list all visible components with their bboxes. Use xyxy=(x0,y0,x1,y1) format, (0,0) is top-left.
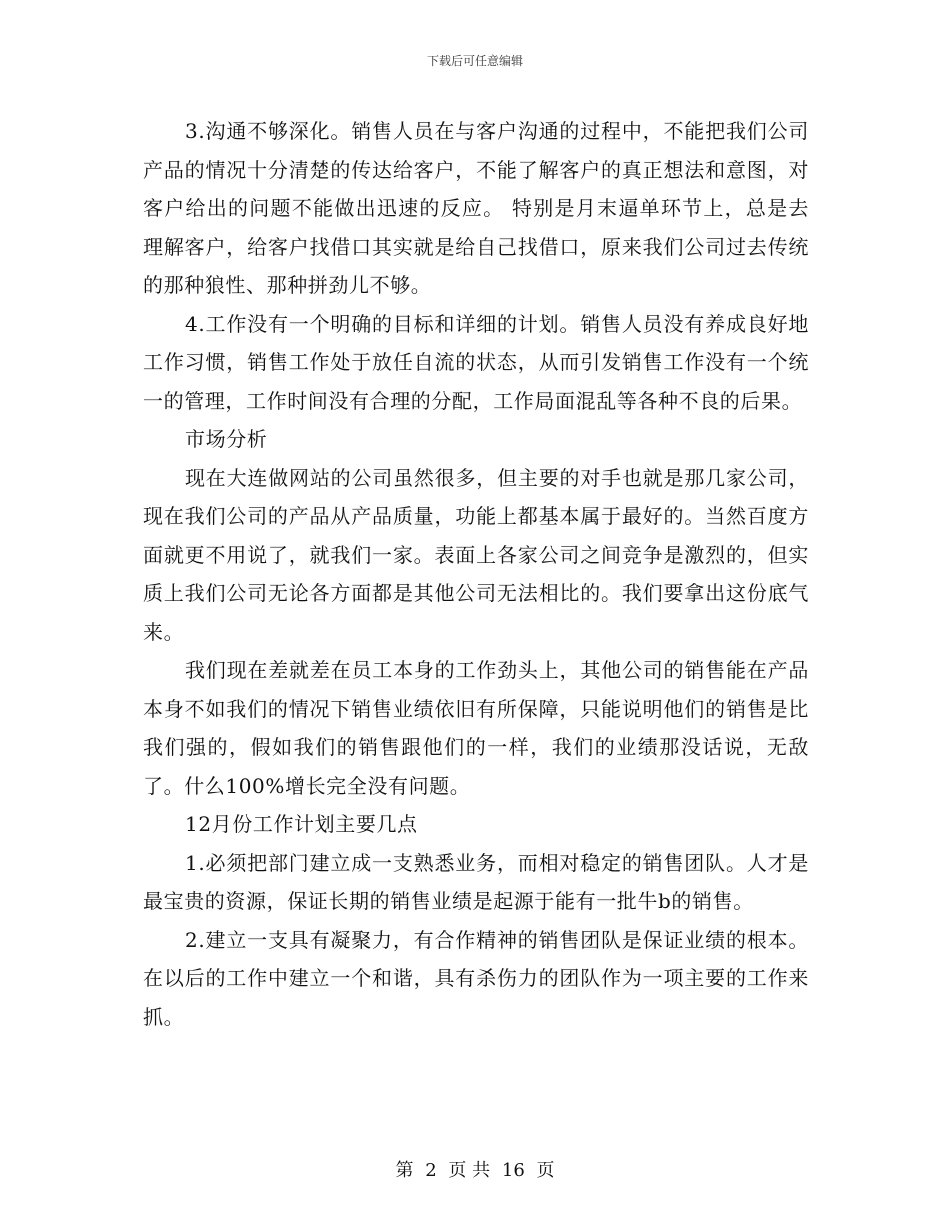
footer-mid: 页 共 xyxy=(448,1160,491,1181)
section-heading-december-plan: 12月份工作计划主要几点 xyxy=(185,812,418,836)
paragraph-team: 1.必须把部门建立成一支熟悉业务，而相对稳定的销售团队。人才是最宝贵的资源，保证长期的销售业绩是起源于能有一批牛b的销售。 xyxy=(143,850,809,913)
footer-prefix: 第 xyxy=(395,1160,414,1181)
paragraph-communication: 3.沟通不够深化。销售人员在与客户沟通的过程中，不能把我们公司产品的情况十分清楚的传达给客户，不能了解客户的真正想法和意图，对客户给出的问题不能做出迅速的反应。 特别是月末逼单环节上，总是去理解客户，给客户找借口其实就是给自己找借口，原来我们公司过去传统的那种狼性、那种拼劲儿不够。 xyxy=(143,119,809,297)
document-body xyxy=(143,112,809,1036)
footer-total-pages: 16 xyxy=(501,1160,525,1181)
footer-suffix: 页 xyxy=(536,1160,555,1181)
page-footer xyxy=(0,1156,950,1182)
paragraph-cohesion: 2.建立一支具有凝聚力，有合作精神的销售团队是保证业绩的根本。在以后的工作中建立一个和谐，具有杀伤力的团队作为一项主要的工作来抓。 xyxy=(143,927,809,1029)
paragraph-market: 现在大连做网站的公司虽然很多，但主要的对手也就是那几家公司，现在我们公司的产品从产品质量，功能上都基本属于最好的。当然百度方面就更不用说了，就我们一家。表面上各家公司之间竞争是激烈的，但实质上我们公司无论各方面都是其他公司无法相比的。我们要拿出这份底气来。 xyxy=(143,465,809,644)
page-header: 下载后可任意编辑 xyxy=(426,54,523,68)
footer-page-number: 2 xyxy=(425,1160,437,1181)
paragraph-plan: 4.工作没有一个明确的目标和详细的计划。销售人员没有养成良好地工作习惯，销售工作处于放任自流的状态，从而引发销售工作没有一个统一的管理，工作时间没有合理的分配，工作局面混乱等各种不良的后果。 xyxy=(143,311,809,413)
section-heading-market: 市场分析 xyxy=(185,427,268,451)
paragraph-staff: 我们现在差就差在员工本身的工作劲头上，其他公司的销售能在产品本身不如我们的情况下销售业绩依旧有所保障，只能说明他们的销售是比我们强的，假如我们的销售跟他们的一样，我们的业绩那没话说，无敌了。什么100%增长完全没有问题。 xyxy=(143,658,809,798)
